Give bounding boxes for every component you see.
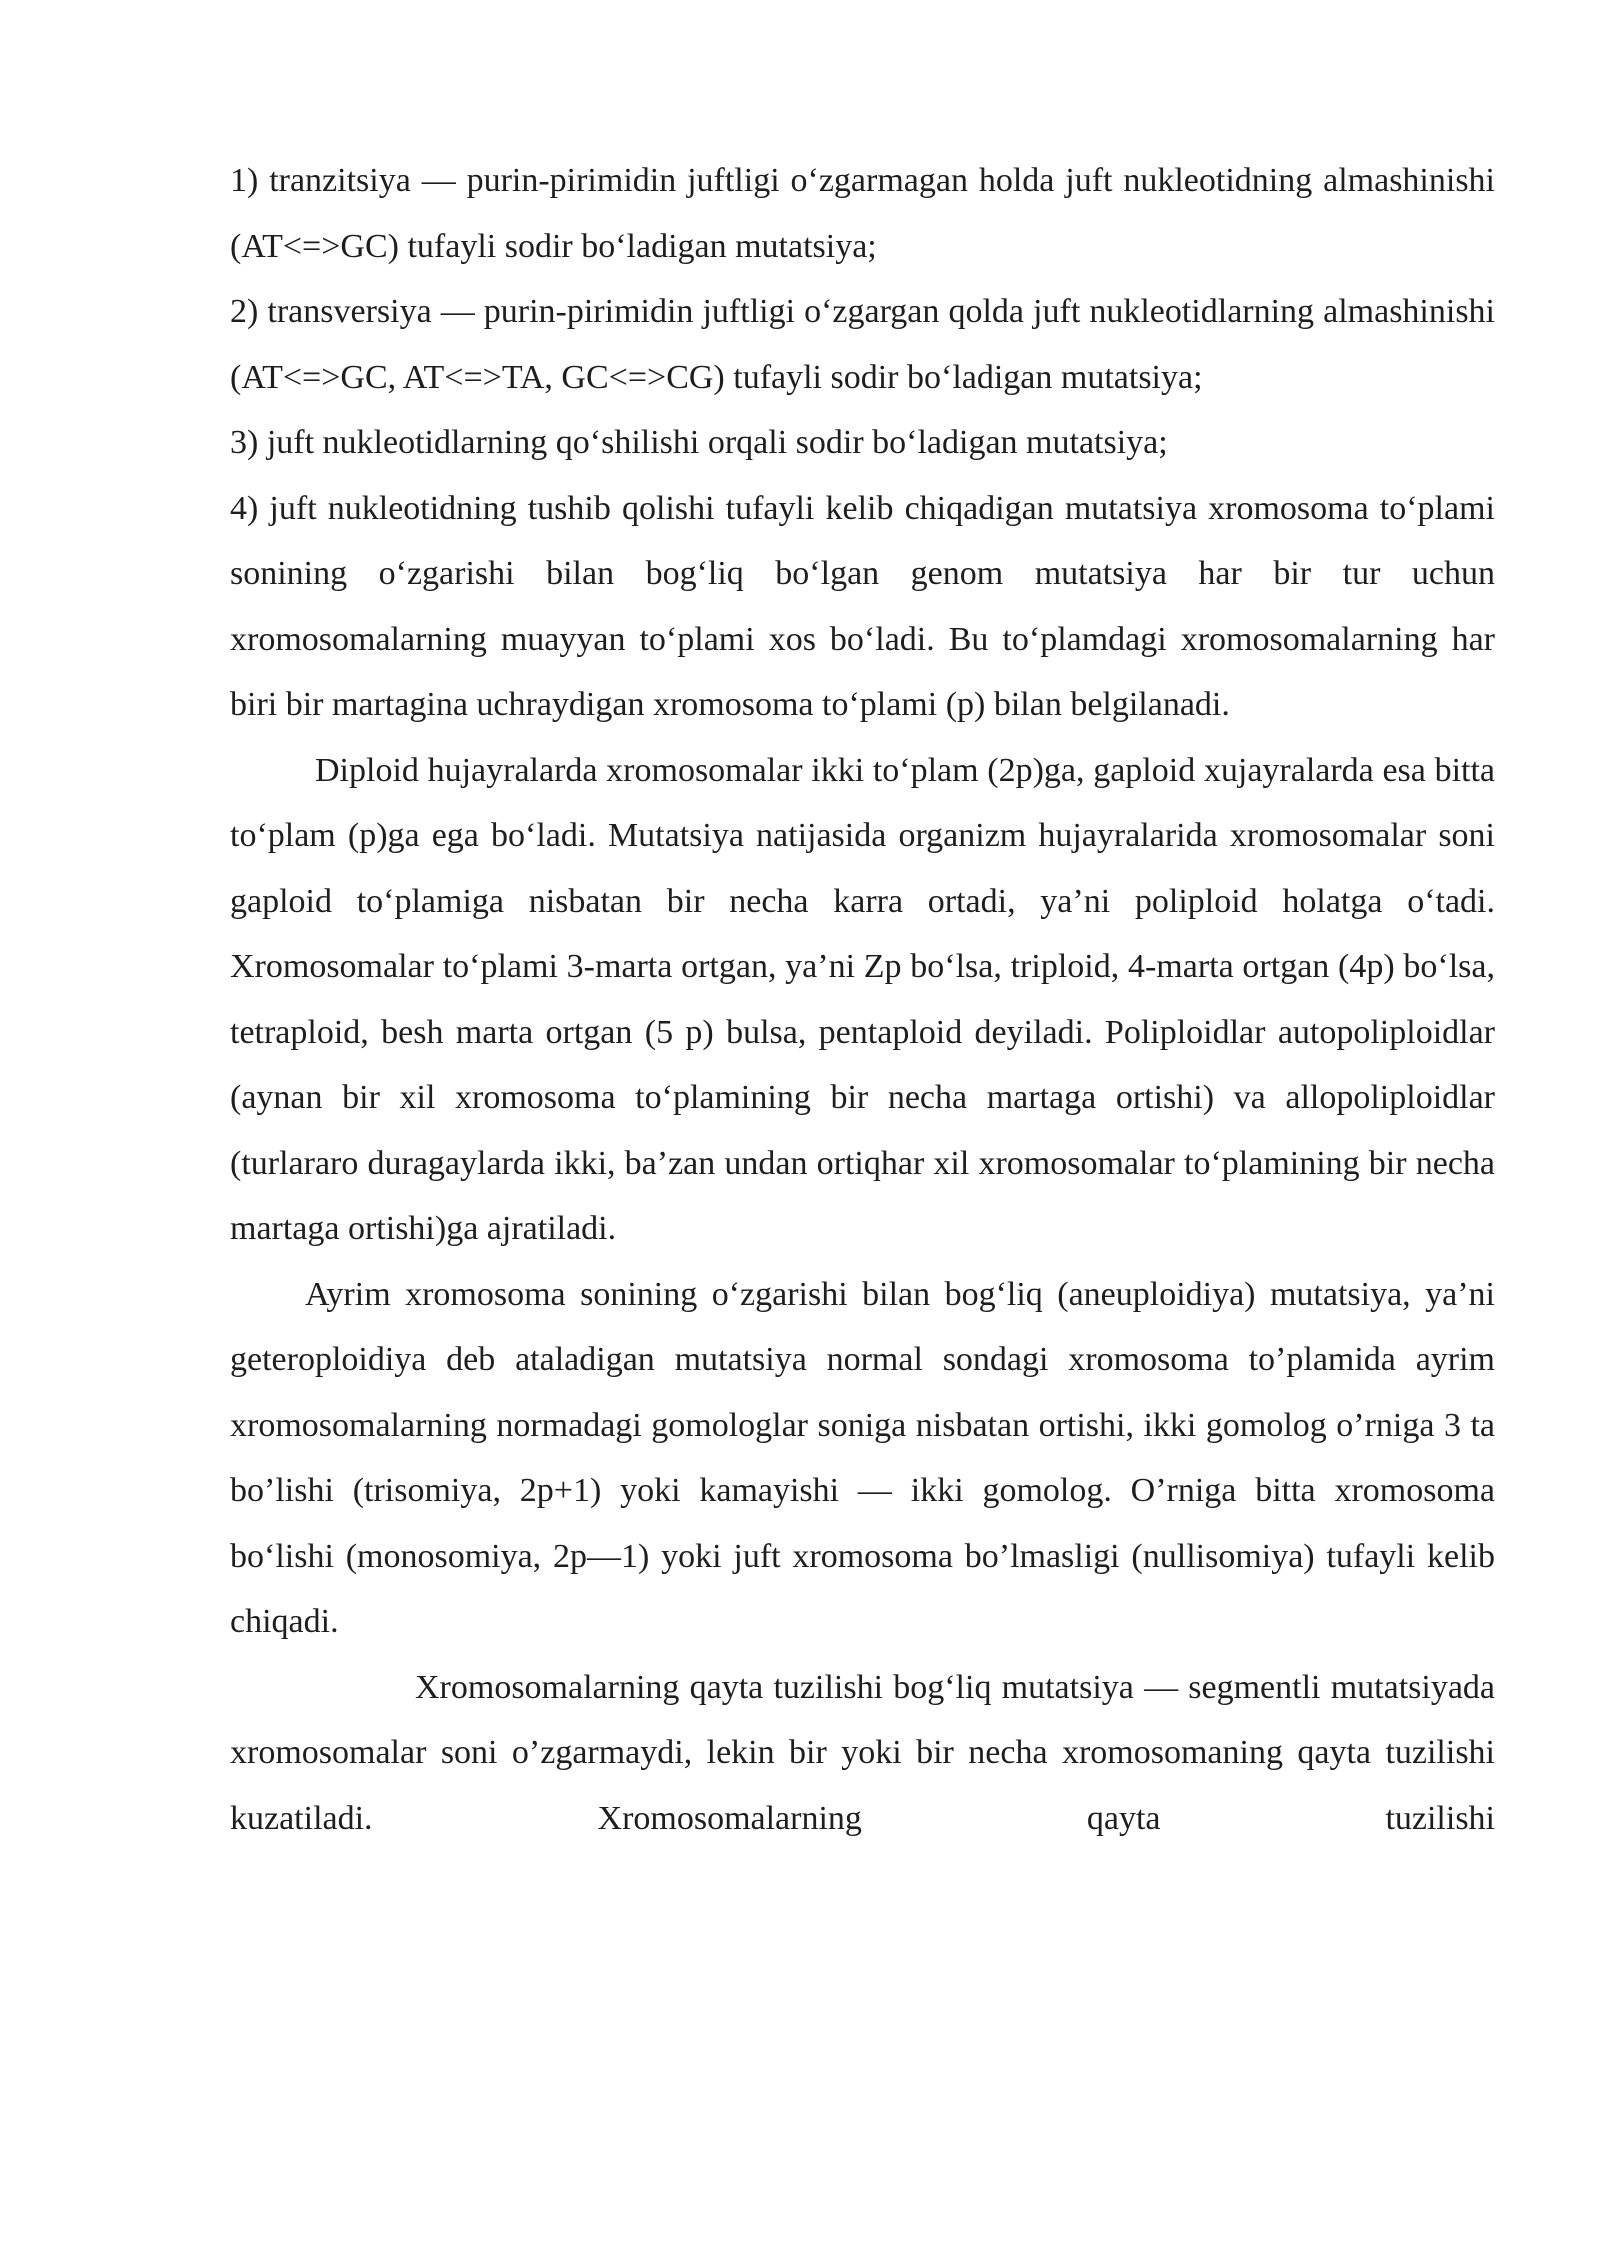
paragraph-segmentli: Xromosomalarning qayta tuzilishi bog‘liq mutatsiya — segmentli mutatsiyada xromosomalar soni o’zgarmaydi, lekin bir yoki bir necha xromosomaning qayta tuzilishi kuzatiladi. Xromosomalarning qayta tuzilishi <box>230 1668 1495 1837</box>
paragraph-tranzitsiya: 1) tranzitsiya — purin-pirimidin juftligi o‘zgarmagan holda juft nukleotidning almashinishi (AT<=>GC) tufayli sodir bo‘ladigan mutatsiya; <box>230 162 1495 265</box>
document-page <box>230 148 1495 1851</box>
paragraph-transversiya: 2) transversiya — purin-pirimidin juftligi o‘zgargan qolda juft nukleotidlarning almashinishi (AT<=>GC, AT<=>TA, GC<=>CG) tufayli sodir bo‘ladigan mutatsiya; <box>230 293 1495 396</box>
paragraph-diploid: Diploid hujayralarda xromosomalar ikki to‘plam (2p)ga, gaploid xujayralarda esa bitta to‘plam (p)ga ega bo‘ladi. Mutatsiya natijasida organizm hujayralarida xromosomalar soni gaploid to‘plamiga nisbatan bir necha karra ortadi, ya’ni poliploid holatga o‘tadi. Xromosomalar to‘plami 3-marta ortgan, ya’ni Zp bo‘lsa, triploid, 4-marta ortgan (4p) bo‘lsa, tetraploid, besh marta ortgan (5 p) bulsa, pentaploid deyiladi. Poliploidlar autopoliploidlar (aynan bir xil xromosoma to‘plamining bir necha martaga ortishi) va allopoliploidlar (turlararo duragaylarda ikki, ba’zan undan ortiqhar xil xromosomalar to‘plamining bir necha martaga ortishi)ga ajratiladi. <box>230 751 1495 1247</box>
paragraph-qoshilishi: 3) juft nukleotidlarning qo‘shilishi orqali sodir bo‘ladigan mutatsiya; <box>230 424 1168 461</box>
paragraph-tushib-qolishi: 4) juft nukleotidning tushib qolishi tufayli kelib chiqadigan mutatsiya xromosoma to‘plami sonining o‘zgarishi bilan bog‘liq bo‘lgan genom mutatsiya har bir tur uchun xromosomalarning muayyan to‘plami xos bo‘ladi. Bu to‘plamdagi xromosomalarning har biri bir martagina uchraydigan xromosoma to‘plami (p) bilan belgilanadi. <box>230 489 1495 723</box>
paragraph-aneuploidiya: Ayrim xromosoma sonining o‘zgarishi bilan bog‘liq (aneuploidiya) mutatsiya, ya’ni geteroploidiya deb ataladigan mutatsiya normal sondagi xromosoma to’plamida ayrim xromosomalarning normadagi gomologlar soniga nisbatan ortishi, ikki gomolog o’rniga 3 ta bo’lishi (trisomiya, 2p+1) yoki kamayishi — ikki gomolog. O’rniga bitta xromosoma bo‘lishi (monosomiya, 2p—1) yoki juft xromosoma bo’lmasligi (nullisomiya) tufayli kelib chiqadi. <box>230 1275 1495 1640</box>
